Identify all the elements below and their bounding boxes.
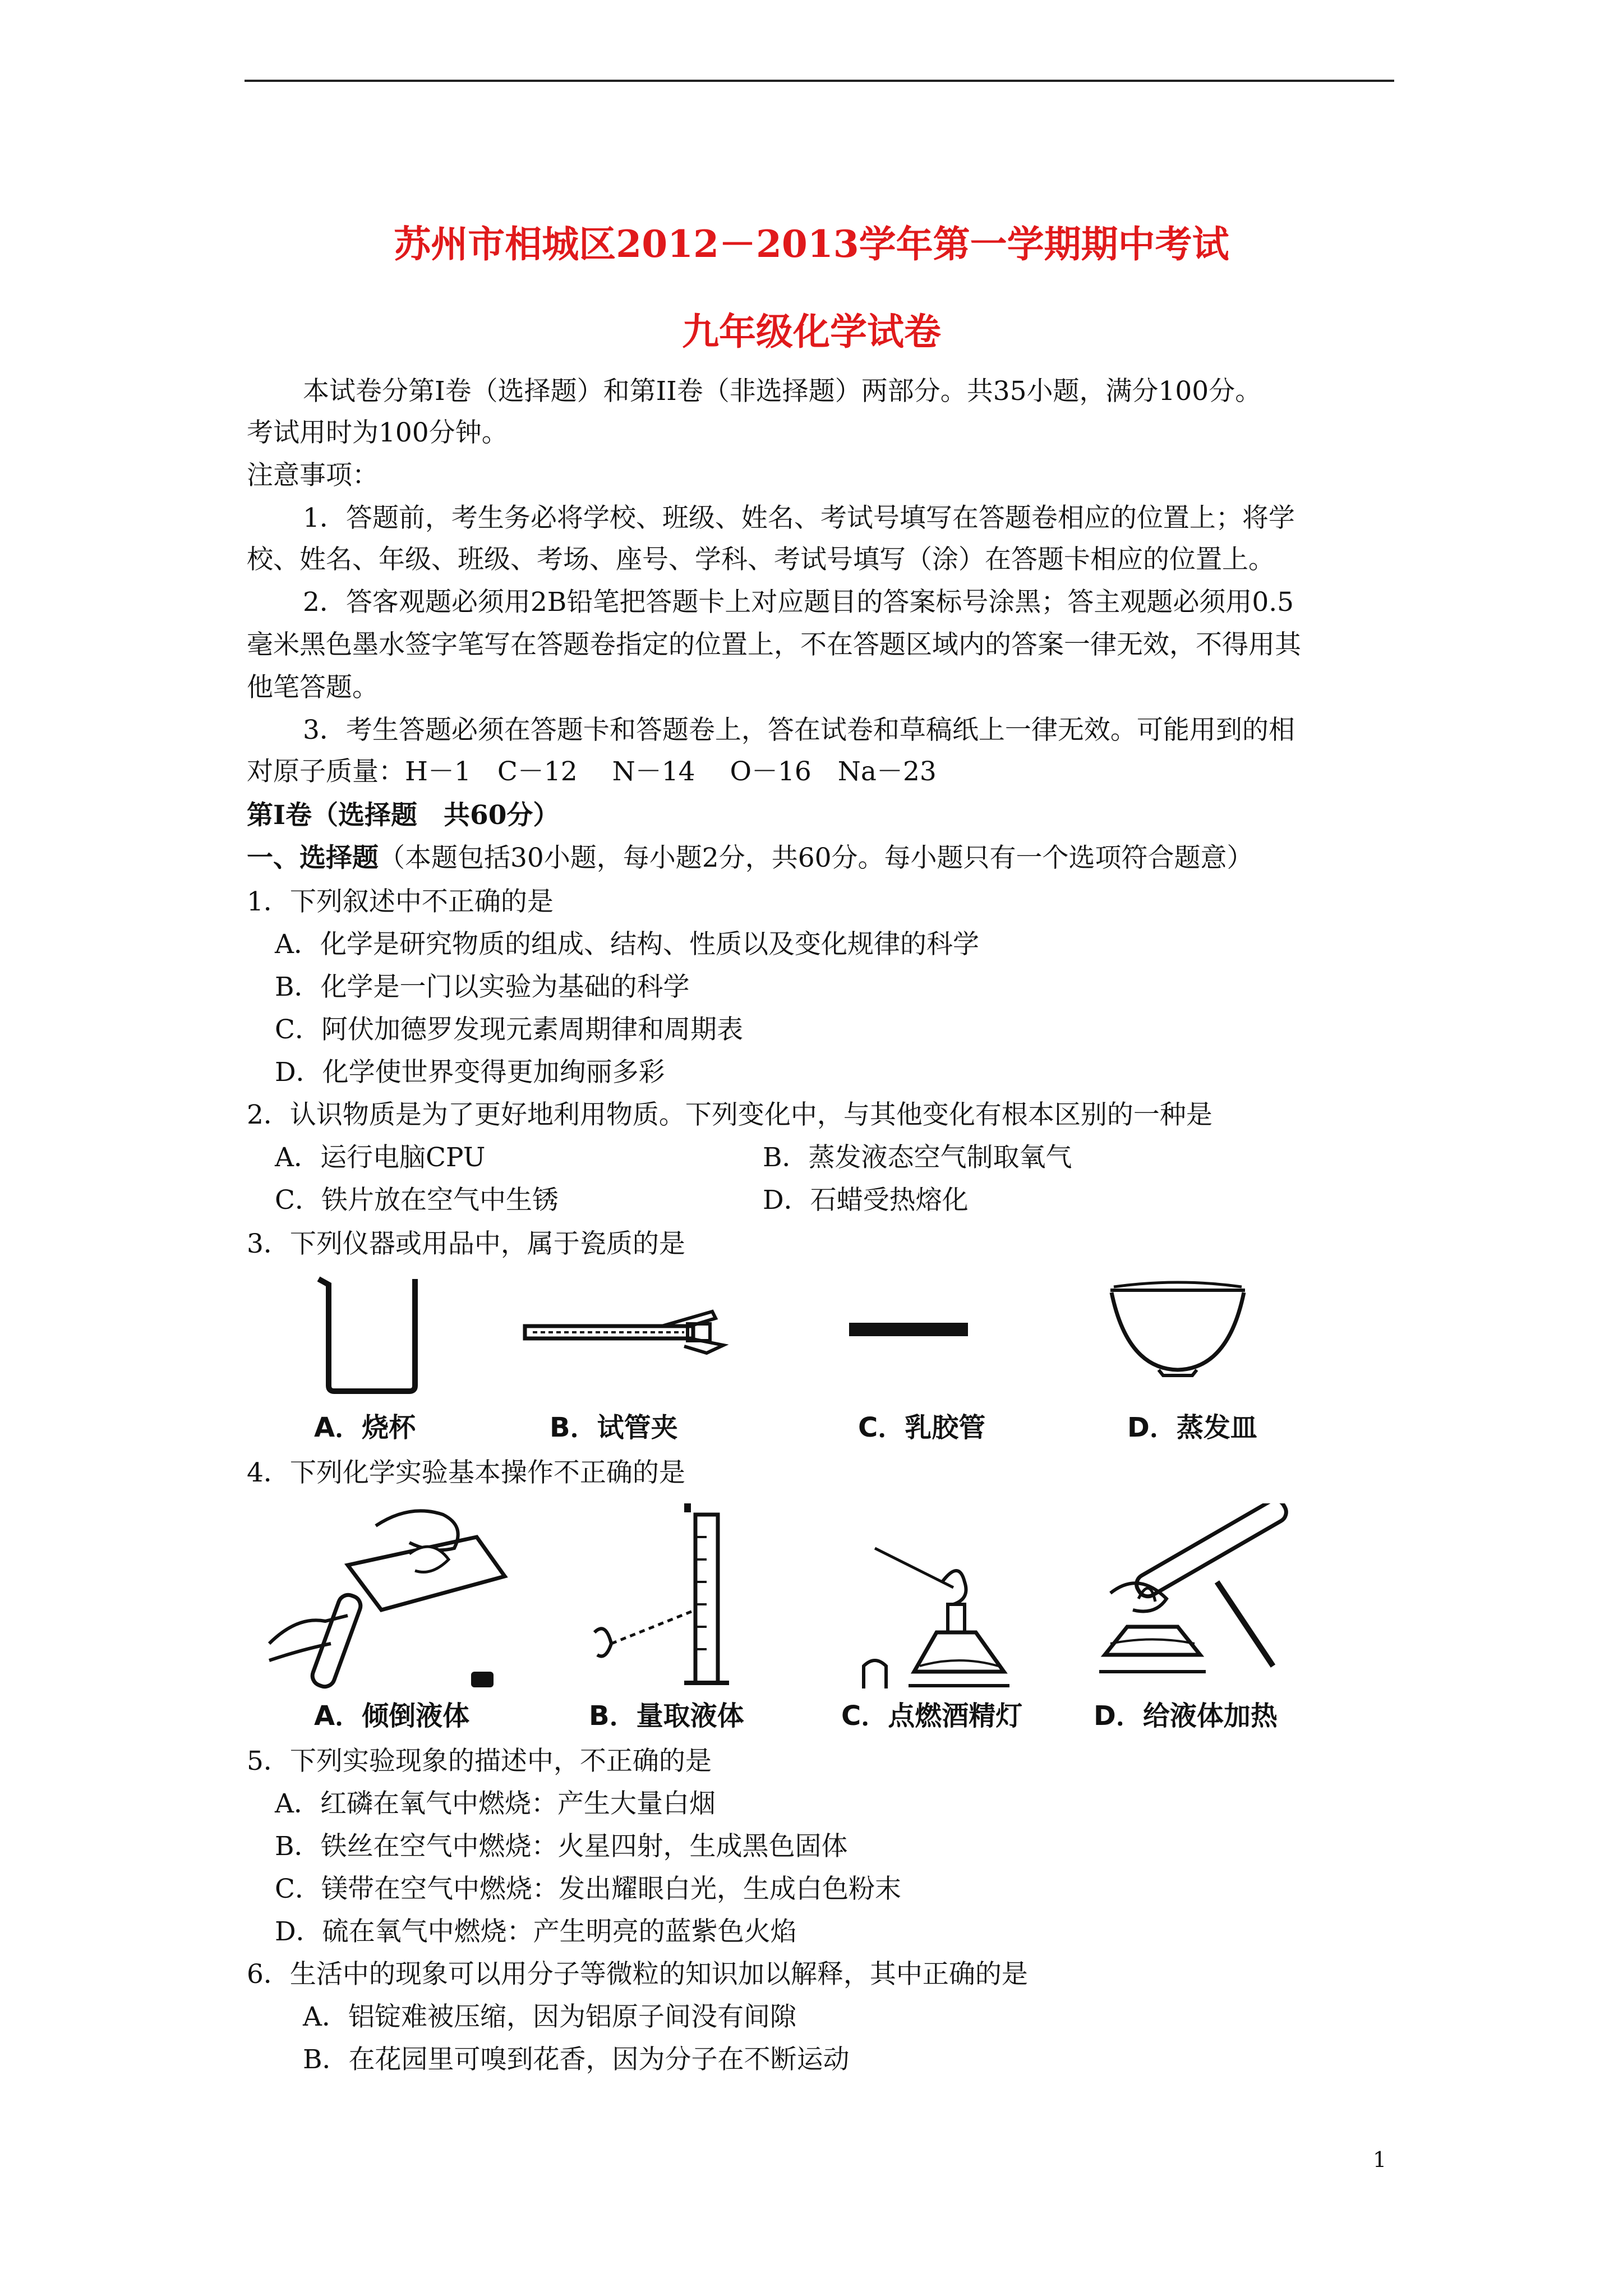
- q2-option-d: D．石蜡受热熔化: [763, 1185, 969, 1216]
- q5-option-a: A．红磷在氧气中燃烧：产生大量白烟: [275, 1788, 716, 1819]
- evaporating-dish-figure: [1105, 1273, 1251, 1380]
- part-desc: （本题包括30小题，每小题2分，共60分。每小题只有一个选项符合题意）: [379, 843, 1253, 873]
- q3-option-b: B．试管夹: [550, 1412, 678, 1443]
- header-rule: [245, 80, 1394, 82]
- q2-stem: 2．认识物质是为了更好地利用物质。下列变化中，与其他变化有根本区别的一种是: [247, 1099, 1212, 1130]
- q4-stem: 4．下列化学实验基本操作不正确的是: [247, 1457, 685, 1488]
- q5-option-d: D．硫在氧气中燃烧：产生明亮的蓝紫色火焰: [275, 1916, 797, 1947]
- intro-line-2: 考试用时为100分钟。: [247, 417, 508, 448]
- q2-option-a: A．运行电脑CPU: [275, 1142, 486, 1173]
- q4-option-c: C．点燃酒精灯: [841, 1700, 1023, 1732]
- notice-1b: 校、姓名、年级、班级、考场、座号、学科、考试号填写（涂）在答题卡相应的位置上。: [247, 544, 1275, 575]
- part-heading: [247, 841, 1253, 875]
- notice-2c: 他笔答题。: [247, 672, 379, 703]
- test-tube-clamp-figure: [522, 1301, 735, 1363]
- exam-title: 苏州市相城区2012－2013学年第一学期期中考试: [394, 222, 1229, 266]
- notice-3b: 对原子质量：H－1 C－12 N－14 O－16 Na－23: [247, 756, 937, 787]
- q1-option-d: D．化学使世界变得更加绚丽多彩: [275, 1057, 665, 1088]
- q3-stem: 3．下列仪器或用品中，属于瓷质的是: [247, 1228, 685, 1259]
- q4-option-a: A．倾倒液体: [314, 1700, 470, 1732]
- notice-2b: 毫米黑色墨水签字笔写在答题卷指定的位置上，不在答题区域内的答案一律无效，不得用其: [247, 629, 1301, 660]
- q4-option-d: D．给液体加热: [1094, 1700, 1278, 1732]
- q5-option-b: B．铁丝在空气中燃烧：火星四射，生成黑色固体: [275, 1831, 848, 1862]
- q6-option-b: B．在花园里可嗅到花香，因为分子在不断运动: [303, 2044, 850, 2075]
- pouring-liquid-figure: [264, 1503, 533, 1694]
- exam-subtitle: 九年级化学试卷: [682, 310, 941, 353]
- part-label: 一、选择题: [247, 843, 379, 873]
- alcohol-lamp-figure: [852, 1503, 1038, 1694]
- intro-line-1: 本试卷分第Ⅰ卷（选择题）和第II卷（非选择题）两部分。共35小题，满分100分。: [303, 376, 1262, 407]
- q1-option-b: B．化学是一门以实验为基础的科学: [275, 972, 690, 1002]
- q5-option-c: C．镁带在空气中燃烧：发出耀眼白光，生成白色粉末: [275, 1874, 901, 1904]
- q5-stem: 5．下列实验现象的描述中，不正确的是: [247, 1746, 712, 1777]
- heating-liquid-figure: [1088, 1503, 1312, 1694]
- q6-stem: 6．生活中的现象可以用分子等微粒的知识加以解释，其中正确的是: [247, 1959, 1028, 1990]
- q1-stem: 1．下列叙述中不正确的是: [247, 886, 554, 917]
- notice-heading: 注意事项：: [247, 460, 379, 491]
- q3-option-c: C．乳胶管: [858, 1412, 986, 1443]
- beaker-figure: [314, 1273, 426, 1397]
- q3-option-a: A．烧杯: [314, 1412, 416, 1443]
- notice-2a: 2．答客观题必须用2B铅笔把答题卡上对应题目的答案标号涂黑；答主观题必须用0.5: [303, 587, 1294, 618]
- q3-option-d: D．蒸发皿: [1127, 1412, 1257, 1443]
- q6-option-a: A．铝锭难被压缩，因为铝原子间没有间隙: [303, 2001, 796, 2032]
- measuring-cylinder-figure: [583, 1503, 763, 1694]
- q1-option-c: C．阿伏加德罗发现元素周期律和周期表: [275, 1014, 743, 1045]
- q4-option-b: B．量取液体: [589, 1700, 744, 1732]
- q2-option-c: C．铁片放在空气中生锈: [275, 1185, 559, 1216]
- notice-3a: 3．考生答题必须在答题卡和答题卷上，答在试卷和草稿纸上一律无效。可能用到的相: [303, 715, 1295, 746]
- q2-option-b: B．蒸发液态空气制取氧气: [763, 1142, 1072, 1173]
- notice-1a: 1．答题前，考生务必将学校、班级、姓名、考试号填写在答题卷相应的位置上；将学: [303, 503, 1295, 533]
- q1-option-a: A．化学是研究物质的组成、结构、性质以及变化规律的科学: [275, 929, 979, 960]
- section-title: 第Ⅰ卷（选择题 共60分）: [247, 800, 560, 831]
- page-number: 1: [1373, 2147, 1387, 2172]
- rubber-tube-figure: [847, 1319, 970, 1342]
